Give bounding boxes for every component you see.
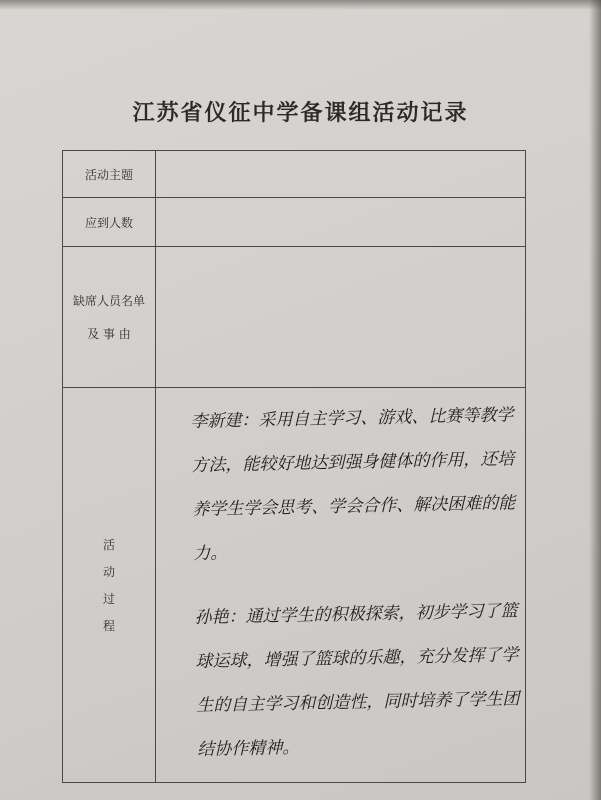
attendance-value	[156, 198, 526, 247]
activity-record-table	[62, 150, 526, 783]
topic-row	[63, 151, 526, 198]
process-label-char: 活	[102, 538, 115, 552]
process-label-char: 过	[102, 592, 115, 606]
absent-value	[156, 247, 526, 388]
process-entry: 孙艳：通过学生的积极探索，初步学习了篮球运球，增强了篮球的乐趣，充分发挥了学生的自主学习和创造性，同时培养了学生团结协作精神。	[194, 601, 520, 760]
handwritten-notes	[190, 393, 534, 792]
absent-label	[63, 247, 156, 388]
absent-label-line2: 及 事 由	[87, 327, 131, 341]
process-label-char: 程	[102, 619, 115, 633]
document-title: 江苏省仪征中学备课组活动记录	[132, 100, 469, 126]
attendance-row	[63, 198, 526, 247]
process-label-char: 动	[102, 565, 115, 579]
page-edge-shadow-top	[0, 0, 601, 10]
process-entry: 李新建：采用自主学习、游戏、比赛等教学方法，能较好地达到强身健体的作用，还培养学生学会思考、学会合作、解决困难的能力。	[190, 405, 516, 564]
absent-row	[63, 247, 526, 388]
topic-value	[156, 151, 526, 198]
process-content	[156, 388, 526, 783]
topic-label: 活动主题	[63, 151, 156, 198]
attendance-label: 应到人数	[63, 198, 156, 247]
process-label	[63, 388, 156, 783]
absent-label-line1: 缺席人员名单	[72, 294, 145, 308]
process-row	[63, 388, 526, 783]
